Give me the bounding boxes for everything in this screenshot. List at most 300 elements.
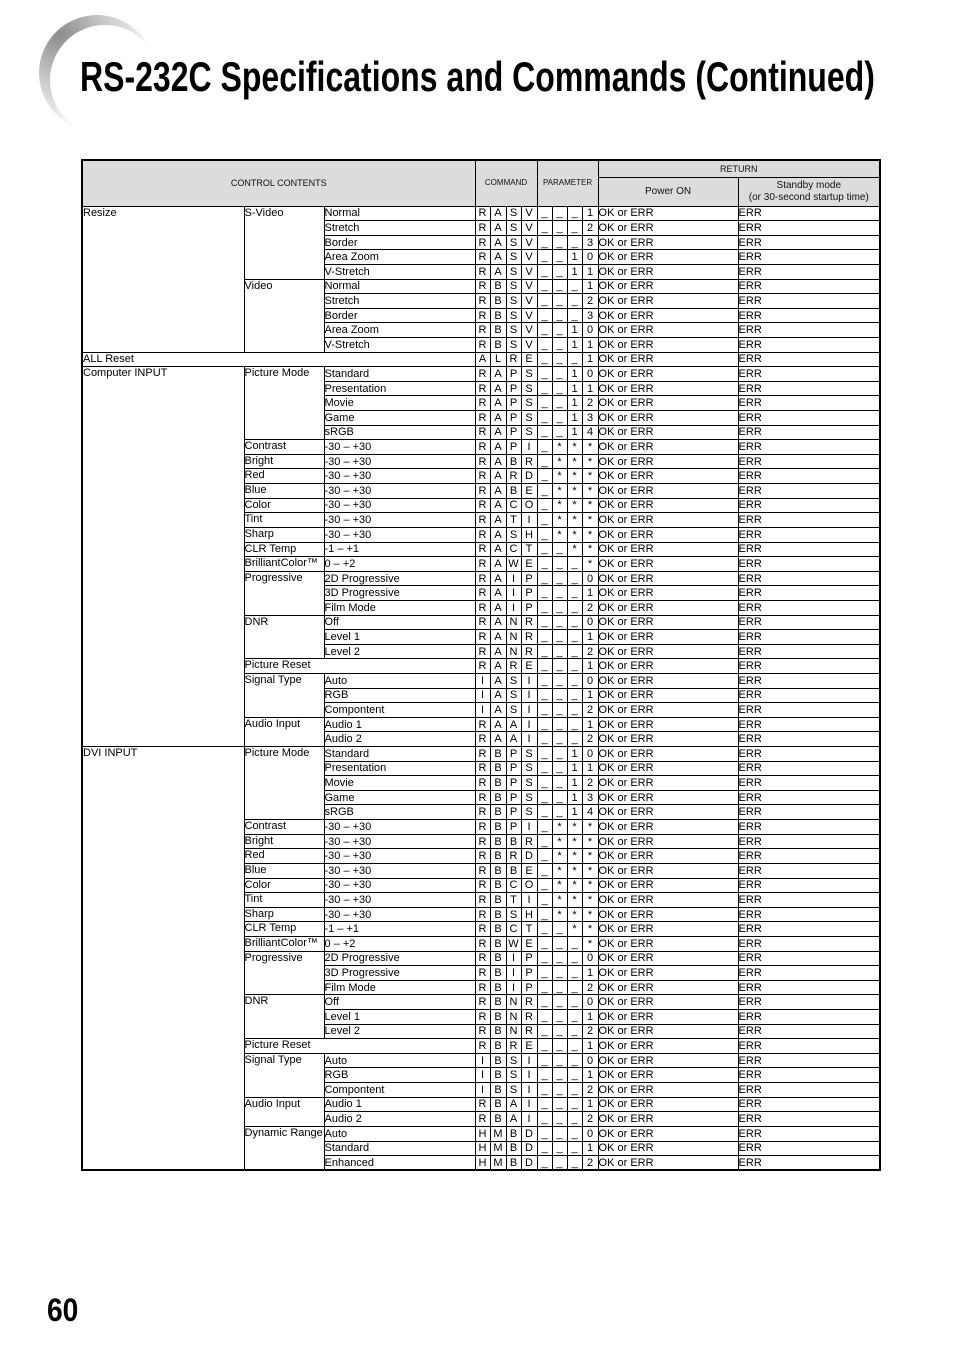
section-cell: Computer INPUT	[82, 367, 244, 747]
parameter-char-cell: _	[537, 571, 552, 586]
parameter-char-cell: _	[552, 206, 567, 221]
parameter-char-cell: _	[552, 951, 567, 966]
command-char-cell: B	[490, 337, 506, 352]
parameter-char-cell: _	[537, 352, 552, 367]
command-char-cell: C	[506, 878, 521, 893]
standby-return-cell: ERR	[738, 951, 880, 966]
command-char-cell: B	[490, 995, 506, 1010]
parameter-char-cell: 0	[582, 367, 598, 382]
power-on-return-cell: OK or ERR	[598, 674, 738, 689]
setting-cell: V-Stretch	[324, 337, 475, 352]
group-cell: Bright	[244, 834, 324, 849]
parameter-char-cell: *	[567, 527, 582, 542]
parameter-char-cell: 1	[582, 1039, 598, 1054]
power-on-return-cell: OK or ERR	[598, 1156, 738, 1171]
parameter-char-cell: _	[552, 250, 567, 265]
parameter-char-cell: _	[567, 936, 582, 951]
power-on-return-cell: OK or ERR	[598, 630, 738, 645]
setting-cell: sRGB	[324, 425, 475, 440]
command-char-cell: R	[475, 600, 490, 615]
command-char-cell: N	[506, 630, 521, 645]
parameter-char-cell: _	[552, 352, 567, 367]
command-char-cell: D	[521, 1141, 537, 1156]
command-char-cell: B	[490, 1068, 506, 1083]
header-power-on: Power ON	[598, 177, 738, 206]
command-char-cell: I	[521, 703, 537, 718]
standby-return-cell: ERR	[738, 513, 880, 528]
command-char-cell: A	[490, 235, 506, 250]
setting-cell: Border	[324, 235, 475, 250]
command-char-cell: I	[506, 600, 521, 615]
command-char-cell: B	[490, 1097, 506, 1112]
parameter-char-cell: _	[537, 542, 552, 557]
parameter-char-cell: _	[567, 1083, 582, 1098]
header-row	[82, 160, 880, 177]
command-char-cell: I	[475, 703, 490, 718]
parameter-char-cell: 1	[567, 396, 582, 411]
command-char-cell: I	[521, 1097, 537, 1112]
parameter-char-cell: _	[567, 557, 582, 572]
setting-cell: Film Mode	[324, 600, 475, 615]
command-char-cell: V	[521, 206, 537, 221]
command-char-cell: R	[475, 294, 490, 309]
power-on-return-cell: OK or ERR	[598, 1010, 738, 1025]
parameter-char-cell: _	[537, 615, 552, 630]
power-on-return-cell: OK or ERR	[598, 893, 738, 908]
command-char-cell: B	[506, 863, 521, 878]
standby-return-cell: ERR	[738, 834, 880, 849]
command-char-cell: V	[521, 308, 537, 323]
setting-cell: -30 – +30	[324, 454, 475, 469]
command-char-cell: A	[506, 1097, 521, 1112]
standby-return-cell: ERR	[738, 454, 880, 469]
setting-cell: Standard	[324, 747, 475, 762]
command-char-cell: R	[521, 615, 537, 630]
command-char-cell: V	[521, 235, 537, 250]
standby-return-cell: ERR	[738, 1053, 880, 1068]
command-char-cell: R	[475, 454, 490, 469]
command-char-cell: P	[506, 747, 521, 762]
standby-return-cell: ERR	[738, 732, 880, 747]
parameter-char-cell: *	[552, 863, 567, 878]
parameter-char-cell: _	[537, 805, 552, 820]
command-char-cell: A	[490, 425, 506, 440]
parameter-char-cell: 1	[582, 630, 598, 645]
group-cell: Progressive	[244, 571, 324, 615]
group-cell: Bright	[244, 454, 324, 469]
command-char-cell: S	[521, 776, 537, 791]
parameter-char-cell: *	[552, 440, 567, 455]
command-char-cell: R	[475, 951, 490, 966]
parameter-char-cell: *	[552, 454, 567, 469]
command-char-cell: S	[521, 805, 537, 820]
parameter-char-cell: 1	[582, 761, 598, 776]
standby-return-cell: ERR	[738, 1156, 880, 1171]
command-char-cell: P	[506, 805, 521, 820]
power-on-return-cell: OK or ERR	[598, 878, 738, 893]
power-on-return-cell: OK or ERR	[598, 396, 738, 411]
command-char-cell: B	[490, 820, 506, 835]
command-char-cell: A	[490, 674, 506, 689]
parameter-char-cell: _	[552, 411, 567, 426]
command-char-cell: A	[490, 381, 506, 396]
power-on-return-cell: OK or ERR	[598, 1053, 738, 1068]
parameter-char-cell: _	[552, 396, 567, 411]
parameter-char-cell: 1	[567, 323, 582, 338]
setting-cell: Level 2	[324, 1024, 475, 1039]
command-char-cell: B	[490, 936, 506, 951]
parameter-char-cell: _	[567, 279, 582, 294]
standby-return-cell: ERR	[738, 264, 880, 279]
setting-cell: Audio 2	[324, 732, 475, 747]
command-char-cell: M	[490, 1156, 506, 1171]
parameter-char-cell: *	[552, 527, 567, 542]
parameter-char-cell: _	[567, 1097, 582, 1112]
header-parameter: PARAMETER	[537, 160, 598, 206]
table-row	[82, 747, 880, 762]
parameter-char-cell: _	[537, 790, 552, 805]
power-on-return-cell: OK or ERR	[598, 1097, 738, 1112]
setting-cell: Stretch	[324, 294, 475, 309]
parameter-char-cell: 1	[567, 425, 582, 440]
setting-cell: -30 – +30	[324, 527, 475, 542]
parameter-char-cell: 1	[567, 337, 582, 352]
group-cell: Dynamic Range	[244, 1126, 324, 1170]
command-char-cell: A	[490, 659, 506, 674]
command-char-cell: R	[506, 849, 521, 864]
parameter-char-cell: _	[552, 1053, 567, 1068]
power-on-return-cell: OK or ERR	[598, 1141, 738, 1156]
parameter-char-cell: 2	[582, 1156, 598, 1171]
parameter-char-cell: 1	[582, 586, 598, 601]
parameter-char-cell: _	[552, 337, 567, 352]
command-char-cell: E	[521, 557, 537, 572]
power-on-return-cell: OK or ERR	[598, 747, 738, 762]
command-char-cell: A	[490, 367, 506, 382]
parameter-char-cell: _	[552, 381, 567, 396]
command-char-cell: E	[521, 863, 537, 878]
parameter-char-cell: _	[537, 936, 552, 951]
standby-return-cell: ERR	[738, 630, 880, 645]
command-char-cell: R	[475, 717, 490, 732]
parameter-char-cell: _	[552, 279, 567, 294]
parameter-char-cell: _	[552, 980, 567, 995]
command-char-cell: A	[490, 615, 506, 630]
parameter-char-cell: *	[552, 513, 567, 528]
command-char-cell: R	[506, 469, 521, 484]
setting-cell: -30 – +30	[324, 820, 475, 835]
parameter-char-cell: *	[567, 454, 582, 469]
power-on-return-cell: OK or ERR	[598, 235, 738, 250]
parameter-char-cell: _	[537, 411, 552, 426]
parameter-char-cell: _	[552, 235, 567, 250]
parameter-char-cell: 1	[567, 411, 582, 426]
command-char-cell: R	[475, 907, 490, 922]
parameter-char-cell: _	[567, 1024, 582, 1039]
standby-return-cell: ERR	[738, 688, 880, 703]
command-char-cell: R	[475, 834, 490, 849]
parameter-char-cell: 1	[567, 381, 582, 396]
power-on-return-cell: OK or ERR	[598, 805, 738, 820]
setting-cell: RGB	[324, 688, 475, 703]
parameter-char-cell: _	[552, 936, 567, 951]
command-char-cell: R	[475, 863, 490, 878]
setting-cell: -30 – +30	[324, 498, 475, 513]
parameter-char-cell: _	[537, 250, 552, 265]
parameter-char-cell: 2	[582, 703, 598, 718]
command-char-cell: A	[490, 600, 506, 615]
parameter-char-cell: _	[537, 1024, 552, 1039]
setting-cell: Off	[324, 995, 475, 1010]
command-char-cell: D	[521, 469, 537, 484]
standby-return-cell: ERR	[738, 995, 880, 1010]
command-char-cell: S	[521, 411, 537, 426]
command-char-cell: A	[490, 630, 506, 645]
group-cell: Sharp	[244, 527, 324, 542]
command-char-cell: A	[490, 250, 506, 265]
parameter-char-cell: *	[567, 469, 582, 484]
parameter-char-cell: *	[567, 440, 582, 455]
parameter-char-cell: 1	[582, 1068, 598, 1083]
power-on-return-cell: OK or ERR	[598, 1039, 738, 1054]
parameter-char-cell: _	[537, 717, 552, 732]
command-char-cell: B	[490, 834, 506, 849]
command-char-cell: B	[490, 922, 506, 937]
setting-cell: Auto	[324, 1053, 475, 1068]
command-char-cell: A	[490, 644, 506, 659]
parameter-char-cell: _	[552, 703, 567, 718]
standby-return-cell: ERR	[738, 484, 880, 499]
standby-return-cell: ERR	[738, 1010, 880, 1025]
power-on-return-cell: OK or ERR	[598, 542, 738, 557]
power-on-return-cell: OK or ERR	[598, 907, 738, 922]
group-cell: BrilliantColor™	[244, 557, 324, 572]
power-on-return-cell: OK or ERR	[598, 761, 738, 776]
command-char-cell: D	[521, 849, 537, 864]
parameter-char-cell: *	[582, 542, 598, 557]
command-char-cell: S	[506, 1068, 521, 1083]
setting-cell: Border	[324, 308, 475, 323]
parameter-char-cell: _	[567, 294, 582, 309]
commands-table	[81, 159, 881, 1171]
command-char-cell: O	[521, 878, 537, 893]
parameter-char-cell: 3	[582, 235, 598, 250]
command-char-cell: B	[490, 878, 506, 893]
command-char-cell: R	[475, 235, 490, 250]
parameter-char-cell: _	[567, 586, 582, 601]
parameter-char-cell: _	[537, 323, 552, 338]
power-on-return-cell: OK or ERR	[598, 425, 738, 440]
parameter-char-cell: 2	[582, 600, 598, 615]
command-char-cell: R	[475, 498, 490, 513]
command-char-cell: O	[521, 498, 537, 513]
command-char-cell: S	[506, 235, 521, 250]
parameter-char-cell: _	[537, 732, 552, 747]
command-char-cell: R	[475, 761, 490, 776]
command-char-cell: R	[475, 644, 490, 659]
parameter-char-cell: *	[582, 834, 598, 849]
parameter-char-cell: _	[552, 600, 567, 615]
power-on-return-cell: OK or ERR	[598, 250, 738, 265]
command-char-cell: A	[490, 264, 506, 279]
setting-cell: Off	[324, 615, 475, 630]
command-char-cell: B	[490, 308, 506, 323]
command-char-cell: R	[475, 936, 490, 951]
command-char-cell: M	[490, 1141, 506, 1156]
parameter-char-cell: *	[582, 936, 598, 951]
parameter-char-cell: _	[552, 966, 567, 981]
parameter-char-cell: _	[537, 1126, 552, 1141]
parameter-char-cell: _	[552, 630, 567, 645]
command-char-cell: S	[506, 264, 521, 279]
page-title: RS-232C Specifications and Commands (Continued)	[80, 53, 875, 100]
parameter-char-cell: 1	[582, 337, 598, 352]
setting-cell: Auto	[324, 1126, 475, 1141]
parameter-char-cell: _	[537, 294, 552, 309]
command-char-cell: P	[521, 951, 537, 966]
parameter-char-cell: _	[552, 586, 567, 601]
parameter-char-cell: 4	[582, 425, 598, 440]
command-char-cell: B	[490, 863, 506, 878]
command-char-cell: A	[490, 411, 506, 426]
standby-return-cell: ERR	[738, 294, 880, 309]
parameter-char-cell: *	[582, 557, 598, 572]
command-char-cell: R	[475, 279, 490, 294]
parameter-char-cell: *	[552, 484, 567, 499]
setting-cell: sRGB	[324, 805, 475, 820]
parameter-char-cell: _	[537, 454, 552, 469]
standby-return-cell: ERR	[738, 425, 880, 440]
setting-cell: Movie	[324, 776, 475, 791]
command-char-cell: R	[475, 557, 490, 572]
parameter-char-cell: _	[552, 1024, 567, 1039]
parameter-char-cell: _	[567, 1141, 582, 1156]
parameter-char-cell: 2	[582, 644, 598, 659]
power-on-return-cell: OK or ERR	[598, 294, 738, 309]
group-cell: DNR	[244, 995, 324, 1039]
header-standby-note: (or 30-second startup time)	[748, 191, 869, 203]
parameter-char-cell: 1	[582, 279, 598, 294]
setting-cell: Standard	[324, 367, 475, 382]
power-on-return-cell: OK or ERR	[598, 703, 738, 718]
standby-return-cell: ERR	[738, 308, 880, 323]
power-on-return-cell: OK or ERR	[598, 308, 738, 323]
command-char-cell: R	[475, 966, 490, 981]
parameter-char-cell: _	[537, 674, 552, 689]
command-char-cell: I	[475, 688, 490, 703]
parameter-char-cell: _	[567, 600, 582, 615]
setting-cell: Audio 1	[324, 717, 475, 732]
group-cell: CLR Temp	[244, 922, 324, 937]
command-char-cell: R	[475, 206, 490, 221]
standby-return-cell: ERR	[738, 381, 880, 396]
parameter-char-cell: *	[582, 513, 598, 528]
parameter-char-cell: 3	[582, 411, 598, 426]
command-char-cell: V	[521, 279, 537, 294]
parameter-char-cell: 0	[582, 250, 598, 265]
parameter-char-cell: _	[567, 951, 582, 966]
standby-return-cell: ERR	[738, 1112, 880, 1127]
parameter-char-cell: 1	[567, 761, 582, 776]
standby-return-cell: ERR	[738, 367, 880, 382]
command-char-cell: S	[521, 790, 537, 805]
header-standby	[738, 177, 880, 206]
standby-return-cell: ERR	[738, 820, 880, 835]
command-char-cell: I	[475, 1053, 490, 1068]
command-char-cell: B	[490, 1024, 506, 1039]
parameter-char-cell: _	[537, 893, 552, 908]
parameter-char-cell: 1	[582, 381, 598, 396]
power-on-return-cell: OK or ERR	[598, 966, 738, 981]
group-cell: DNR	[244, 615, 324, 659]
command-char-cell: A	[490, 717, 506, 732]
power-on-return-cell: OK or ERR	[598, 776, 738, 791]
command-char-cell: R	[475, 381, 490, 396]
group-cell: Contrast	[244, 820, 324, 835]
command-char-cell: R	[475, 513, 490, 528]
command-char-cell: I	[506, 586, 521, 601]
parameter-char-cell: _	[537, 951, 552, 966]
power-on-return-cell: OK or ERR	[598, 863, 738, 878]
command-char-cell: V	[521, 294, 537, 309]
command-char-cell: I	[506, 966, 521, 981]
command-char-cell: P	[506, 367, 521, 382]
command-char-cell: A	[490, 703, 506, 718]
command-char-cell: R	[475, 893, 490, 908]
group-cell: Picture Mode	[244, 747, 324, 820]
power-on-return-cell: OK or ERR	[598, 411, 738, 426]
power-on-return-cell: OK or ERR	[598, 951, 738, 966]
standby-return-cell: ERR	[738, 527, 880, 542]
group-cell: Video	[244, 279, 324, 352]
command-char-cell: B	[506, 834, 521, 849]
command-char-cell: P	[506, 761, 521, 776]
command-char-cell: P	[506, 411, 521, 426]
parameter-char-cell: _	[537, 907, 552, 922]
command-char-cell: R	[506, 659, 521, 674]
command-char-cell: S	[521, 367, 537, 382]
section-cell: DVI INPUT	[82, 747, 244, 1171]
command-char-cell: P	[521, 571, 537, 586]
parameter-char-cell: *	[552, 469, 567, 484]
power-on-return-cell: OK or ERR	[598, 557, 738, 572]
parameter-char-cell: 2	[582, 980, 598, 995]
command-char-cell: E	[521, 352, 537, 367]
parameter-char-cell: 2	[582, 1112, 598, 1127]
parameter-char-cell: _	[537, 235, 552, 250]
standby-return-cell: ERR	[738, 936, 880, 951]
command-char-cell: S	[506, 323, 521, 338]
command-char-cell: R	[475, 747, 490, 762]
standby-return-cell: ERR	[738, 235, 880, 250]
command-char-cell: R	[475, 878, 490, 893]
parameter-char-cell: _	[567, 571, 582, 586]
command-char-cell: A	[490, 542, 506, 557]
parameter-char-cell: 1	[582, 1010, 598, 1025]
command-char-cell: L	[490, 352, 506, 367]
parameter-char-cell: 2	[582, 1024, 598, 1039]
power-on-return-cell: OK or ERR	[598, 484, 738, 499]
command-char-cell: R	[475, 980, 490, 995]
setting-cell: Area Zoom	[324, 250, 475, 265]
parameter-char-cell: _	[537, 878, 552, 893]
command-char-cell: P	[521, 600, 537, 615]
power-on-return-cell: OK or ERR	[598, 732, 738, 747]
parameter-char-cell: 0	[582, 951, 598, 966]
command-char-cell: I	[521, 820, 537, 835]
power-on-return-cell: OK or ERR	[598, 440, 738, 455]
command-char-cell: P	[506, 820, 521, 835]
